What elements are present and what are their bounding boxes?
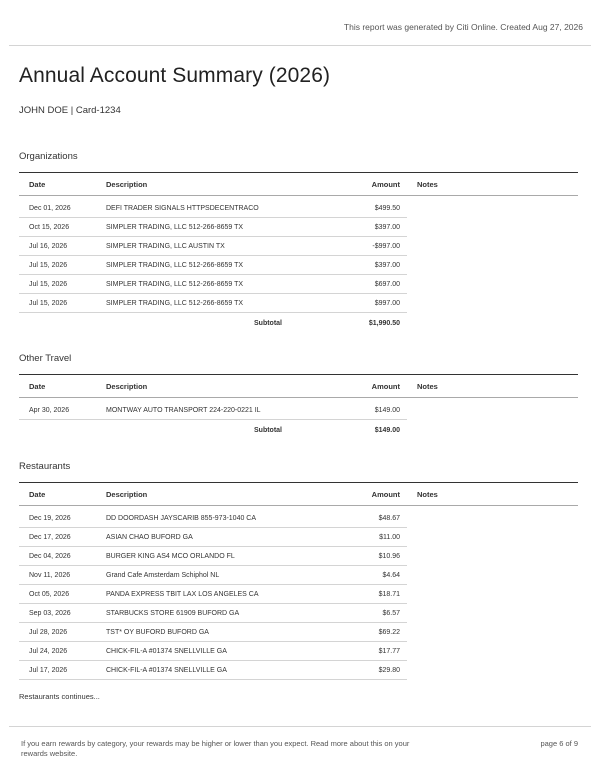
cell-date: Jul 15, 2026 <box>19 294 96 313</box>
cell-amount: $397.00 <box>296 218 407 237</box>
column-header-amount: Amount <box>296 483 407 506</box>
column-header-notes: Notes <box>407 483 578 506</box>
cell-description: SIMPLER TRADING, LLC 512-266-8659 TX <box>96 256 296 275</box>
subtotal-spacer <box>19 420 96 442</box>
transactions-table <box>19 482 578 680</box>
cell-description: SIMPLER TRADING, LLC 512-266-8659 TX <box>96 218 296 237</box>
cell-notes <box>407 528 578 547</box>
transactions-table <box>19 172 578 335</box>
table-row <box>19 642 578 661</box>
section-title: Other Travel <box>19 353 72 364</box>
column-header-description: Description <box>96 483 296 506</box>
cell-date: Jul 15, 2026 <box>19 256 96 275</box>
table-row <box>19 256 578 275</box>
column-header-description: Description <box>96 173 296 196</box>
table-header-row <box>19 173 578 196</box>
cell-date: Nov 11, 2026 <box>19 566 96 585</box>
table-header-row <box>19 483 578 506</box>
cell-notes <box>407 566 578 585</box>
subtotal-label: Subtotal <box>254 427 282 435</box>
table-row <box>19 623 578 642</box>
cell-date: Dec 19, 2026 <box>19 506 96 528</box>
column-header-notes: Notes <box>407 375 578 398</box>
subtotal-row <box>19 313 578 335</box>
cell-description: CHICK-FIL-A #01374 SNELLVILLE GA <box>96 642 296 661</box>
cell-amount: $10.96 <box>296 547 407 566</box>
account-holder-line: JOHN DOE | Card-1234 <box>19 105 121 116</box>
cell-date: Jul 24, 2026 <box>19 642 96 661</box>
table-header-row <box>19 375 578 398</box>
cell-amount: $397.00 <box>296 256 407 275</box>
cell-amount: $69.22 <box>296 623 407 642</box>
subtotal-label: Subtotal <box>254 320 282 328</box>
section-other-travel <box>19 353 578 442</box>
cell-amount: -$997.00 <box>296 237 407 256</box>
cell-description: DD DOORDASH JAYSCARIB 855-973-1040 CA <box>96 506 296 528</box>
cell-date: Oct 15, 2026 <box>19 218 96 237</box>
cell-amount: $48.67 <box>296 506 407 528</box>
cell-date: Dec 04, 2026 <box>19 547 96 566</box>
table-row <box>19 218 578 237</box>
footer-divider <box>9 726 591 727</box>
table-row <box>19 237 578 256</box>
column-header-description: Description <box>96 375 296 398</box>
cell-amount: $29.80 <box>296 661 407 680</box>
column-header-notes: Notes <box>407 173 578 196</box>
page-title: Annual Account Summary (2026) <box>19 64 331 87</box>
cell-description: Grand Cafe Amsterdam Schiphol NL <box>96 566 296 585</box>
section-organizations <box>19 151 578 335</box>
cell-amount: $997.00 <box>296 294 407 313</box>
table-row <box>19 398 578 420</box>
cell-notes <box>407 661 578 680</box>
subtotal-amount: $1,990.50 <box>368 320 400 328</box>
column-header-date: Date <box>19 173 96 196</box>
footer-rewards-note: If you earn rewards by category, your rewards may be higher or lower than you expect. Read more about this on your rewards website. <box>21 739 410 758</box>
cell-notes <box>407 398 578 420</box>
cell-notes <box>407 294 578 313</box>
section-restaurants <box>19 461 578 680</box>
section-title: Restaurants <box>19 461 71 472</box>
cell-date: Jul 16, 2026 <box>19 237 96 256</box>
cell-description: CHICK-FIL-A #01374 SNELLVILLE GA <box>96 661 296 680</box>
cell-description: SIMPLER TRADING, LLC 512-266-8659 TX <box>96 275 296 294</box>
cell-amount: $17.77 <box>296 642 407 661</box>
table-row <box>19 506 578 528</box>
column-header-date: Date <box>19 483 96 506</box>
section-continues-note: Restaurants continues... <box>19 692 100 701</box>
cell-description: ASIAN CHAO BUFORD GA <box>96 528 296 547</box>
cell-notes <box>407 623 578 642</box>
cell-notes <box>407 604 578 623</box>
cell-description: BURGER KING AS4 MCO ORLANDO FL <box>96 547 296 566</box>
cell-date: Sep 03, 2026 <box>19 604 96 623</box>
cell-date: Oct 05, 2026 <box>19 585 96 604</box>
subtotal-notes-spacer <box>407 420 578 442</box>
table-row <box>19 604 578 623</box>
cell-description: PANDA EXPRESS TBIT LAX LOS ANGELES CA <box>96 585 296 604</box>
subtotal-notes-spacer <box>407 313 578 335</box>
cell-notes <box>407 218 578 237</box>
cell-notes <box>407 256 578 275</box>
cell-notes <box>407 506 578 528</box>
cell-date: Apr 30, 2026 <box>19 398 96 420</box>
cell-description: TST* OY BUFORD BUFORD GA <box>96 623 296 642</box>
cell-date: Jul 28, 2026 <box>19 623 96 642</box>
cell-amount: $11.00 <box>296 528 407 547</box>
cell-notes <box>407 237 578 256</box>
transactions-table <box>19 374 578 442</box>
cell-amount: $18.71 <box>296 585 407 604</box>
section-title: Organizations <box>19 151 78 162</box>
cell-description: SIMPLER TRADING, LLC 512-266-8659 TX <box>96 294 296 313</box>
cell-amount: $6.57 <box>296 604 407 623</box>
cell-notes <box>407 547 578 566</box>
cell-date: Jul 15, 2026 <box>19 275 96 294</box>
table-row <box>19 275 578 294</box>
cell-amount: $697.00 <box>296 275 407 294</box>
table-row <box>19 661 578 680</box>
table-row <box>19 547 578 566</box>
cell-date: Dec 17, 2026 <box>19 528 96 547</box>
column-header-date: Date <box>19 375 96 398</box>
cell-notes <box>407 196 578 218</box>
top-divider <box>9 45 591 46</box>
cell-amount: $4.64 <box>296 566 407 585</box>
cell-notes <box>407 642 578 661</box>
table-row <box>19 566 578 585</box>
subtotal-row <box>19 420 578 442</box>
table-row <box>19 528 578 547</box>
column-header-amount: Amount <box>296 173 407 196</box>
report-generated-note: This report was generated by Citi Online. Created Aug 27, 2026 <box>343 22 583 32</box>
page-number: page 6 of 9 <box>540 739 578 748</box>
cell-date: Dec 01, 2026 <box>19 196 96 218</box>
cell-description: STARBUCKS STORE 61909 BUFORD GA <box>96 604 296 623</box>
subtotal-amount: $149.00 <box>374 427 400 435</box>
cell-notes <box>407 275 578 294</box>
cell-description: MONTWAY AUTO TRANSPORT 224-220-0221 IL <box>96 398 296 420</box>
cell-description: DEFI TRADER SIGNALS HTTPSDECENTRACO <box>96 196 296 218</box>
table-row <box>19 585 578 604</box>
column-header-amount: Amount <box>296 375 407 398</box>
cell-amount: $149.00 <box>296 398 407 420</box>
cell-amount: $499.50 <box>296 196 407 218</box>
table-row <box>19 196 578 218</box>
subtotal-spacer <box>19 313 96 335</box>
cell-notes <box>407 585 578 604</box>
cell-description: SIMPLER TRADING, LLC AUSTIN TX <box>96 237 296 256</box>
cell-date: Jul 17, 2026 <box>19 661 96 680</box>
table-row <box>19 294 578 313</box>
